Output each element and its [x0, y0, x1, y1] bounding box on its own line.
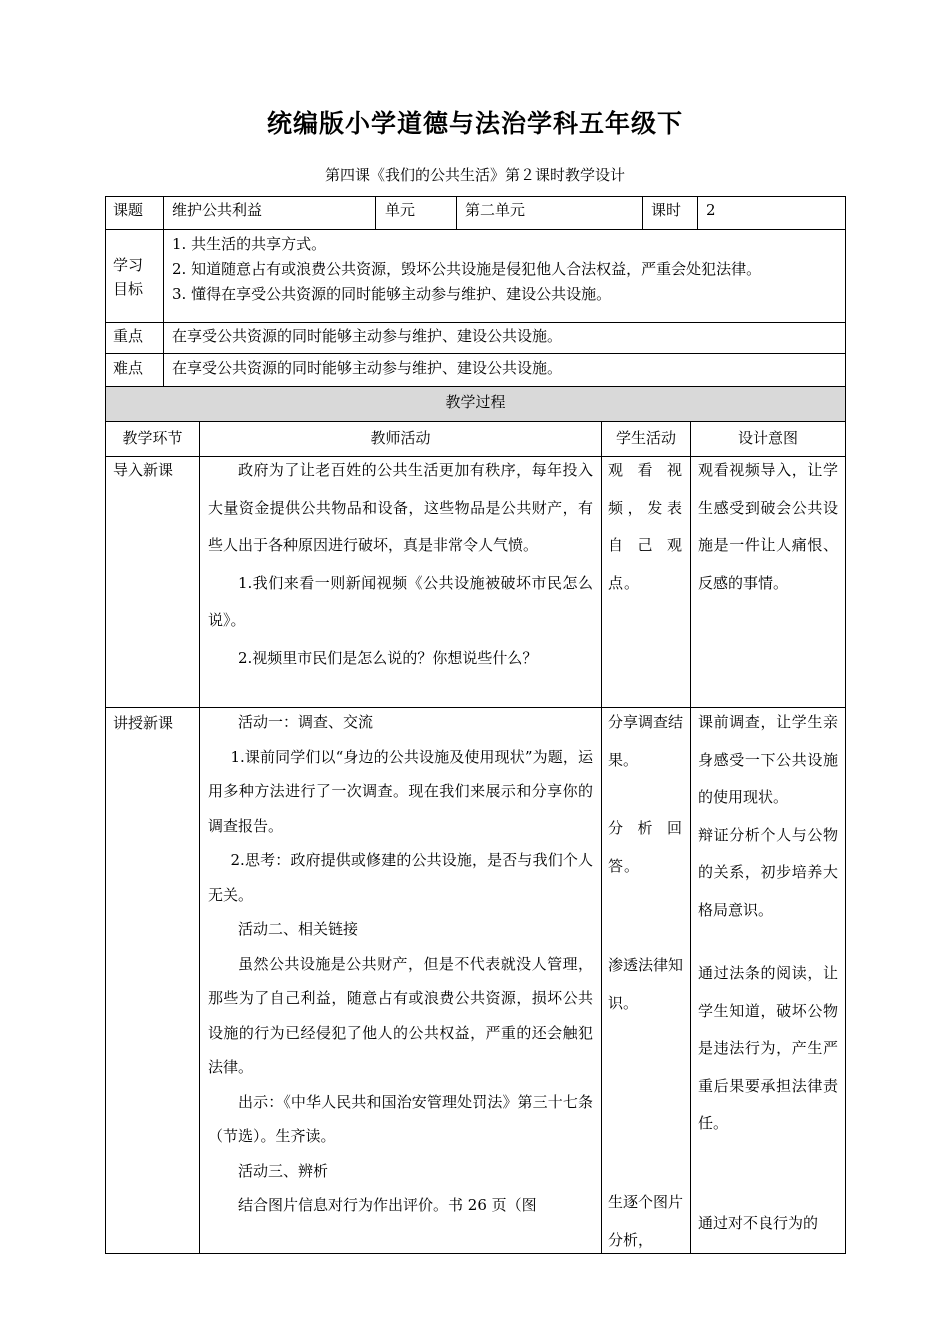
student-activity-answer — [608, 810, 683, 885]
paragraph: 辩证分析个人与公物的关系，初步培养大格局意识。 — [698, 825, 838, 919]
paragraph: 课前调查，让学生亲身感受一下公共设施的使用现状。 — [698, 713, 838, 806]
design-intent-survey — [698, 704, 838, 929]
paragraph: 观看视频导入，让学生感受到破会公共设施是一件让人痛恨、反感的事情。 — [698, 461, 838, 592]
column-header-student: 学生活动 — [615, 429, 676, 447]
column-header-intent: 设计意图 — [737, 429, 798, 447]
paragraph: 分享调查结果。 — [608, 713, 684, 769]
goal-item: 2. 知道随意占有或浪费公共资源，毁坏公共设施是侵犯他人合法权益，严重会处犯法律。 — [172, 260, 762, 278]
paragraph: 活动一：调查、交流 — [238, 713, 374, 731]
column-header-teacher: 教师活动 — [370, 429, 431, 447]
paragraph: 政府为了让老百姓的公共生活更加有秩序，每年投入大量资金提供公共物品和设备，这些物品是公共财产，有些人出于各种原因进行破坏，真是非常令人气愤。 — [208, 461, 593, 554]
paragraph: 分析回答。 — [608, 819, 683, 875]
difficult-point-value: 在享受公共资源的同时能够主动参与维护、建设公共设施。 — [172, 359, 563, 377]
topic-value: 维护公共利益 — [172, 201, 263, 219]
paragraph: 观看视频，发表自己观点。 — [608, 461, 683, 592]
difficult-point-label: 难点 — [113, 359, 144, 377]
design-intent-behavior — [698, 1205, 838, 1243]
unit-label: 单元 — [385, 201, 416, 219]
paragraph: 1.课前同学们以“身边的公共设施及使用现状”为题，运用多种方法进行了一次调查。现在我们来展示和分享你的调查报告。 — [208, 747, 593, 835]
key-point-label: 重点 — [113, 327, 144, 345]
teacher-activity-intro — [208, 452, 593, 677]
goal-item: 3. 懂得在享受公共资源的同时能够主动参与维护、建设公共设施。 — [172, 285, 612, 303]
stage-intro: 导入新课 — [113, 461, 174, 479]
design-intent-law — [698, 955, 838, 1143]
paragraph: 虽然公共设施是公共财产，但是不代表就没人管理，那些为了自己利益，随意占有或浪费公共资源，损坏公共设施的行为已经侵犯了他人的公共权益，严重的还会触犯法律。 — [208, 954, 593, 1076]
stage-new-lesson: 讲授新课 — [113, 714, 174, 732]
topic-label: 课题 — [113, 201, 144, 219]
process-heading: 教学过程 — [445, 393, 506, 411]
paragraph: 渗透法律知识。 — [608, 956, 684, 1012]
paragraph: 生逐个图片分析， — [608, 1193, 684, 1249]
key-point-value: 在享受公共资源的同时能够主动参与维护、建设公共设施。 — [172, 327, 563, 345]
student-activity-intro — [608, 452, 683, 602]
period-label: 课时 — [651, 201, 682, 219]
goals-list — [172, 232, 840, 307]
paragraph: 通过对不良行为的 — [698, 1214, 819, 1232]
paragraph: 2.视频里市民们是怎么说的？你想说些什么？ — [238, 648, 538, 667]
paragraph: 活动三、辨析 — [238, 1161, 329, 1180]
paragraph: 通过法条的阅读，让学生知道，破坏公物是违法行为，产生严重后果要承担法律责任。 — [698, 964, 838, 1132]
unit-value: 第二单元 — [465, 201, 526, 219]
paragraph: 2.思考：政府提供或修建的公共设施，是否与我们个人无关。 — [208, 851, 593, 904]
design-intent-intro — [698, 452, 838, 602]
student-activity-law — [608, 947, 683, 1022]
paragraph: 结合图片信息对行为作出评价。书 26 页（图 — [238, 1196, 537, 1214]
paragraph: 活动二、相关链接 — [238, 920, 359, 938]
period-value: 2 — [706, 201, 716, 219]
teacher-activity-new-lesson — [208, 705, 593, 1223]
document-title: 统编版小学道德与法治学科五年级下 — [266, 109, 683, 138]
goal-item: 1. 共生活的共享方式。 — [172, 235, 327, 253]
paragraph: 1.我们来看一则新闻视频《公共设施被破坏市民怎么说》。 — [208, 573, 593, 629]
goals-label: 学习目标 — [113, 256, 144, 298]
document-subtitle: 第四课《我们的公共生活》第２课时教学设计 — [324, 166, 625, 184]
student-activity-share — [608, 704, 683, 779]
column-header-stage: 教学环节 — [122, 429, 183, 447]
paragraph: 出示：《中华人民共和国治安管理处罚法》第三十七条（节选）。生齐读。 — [208, 1092, 593, 1145]
student-activity-pictures — [608, 1184, 683, 1259]
